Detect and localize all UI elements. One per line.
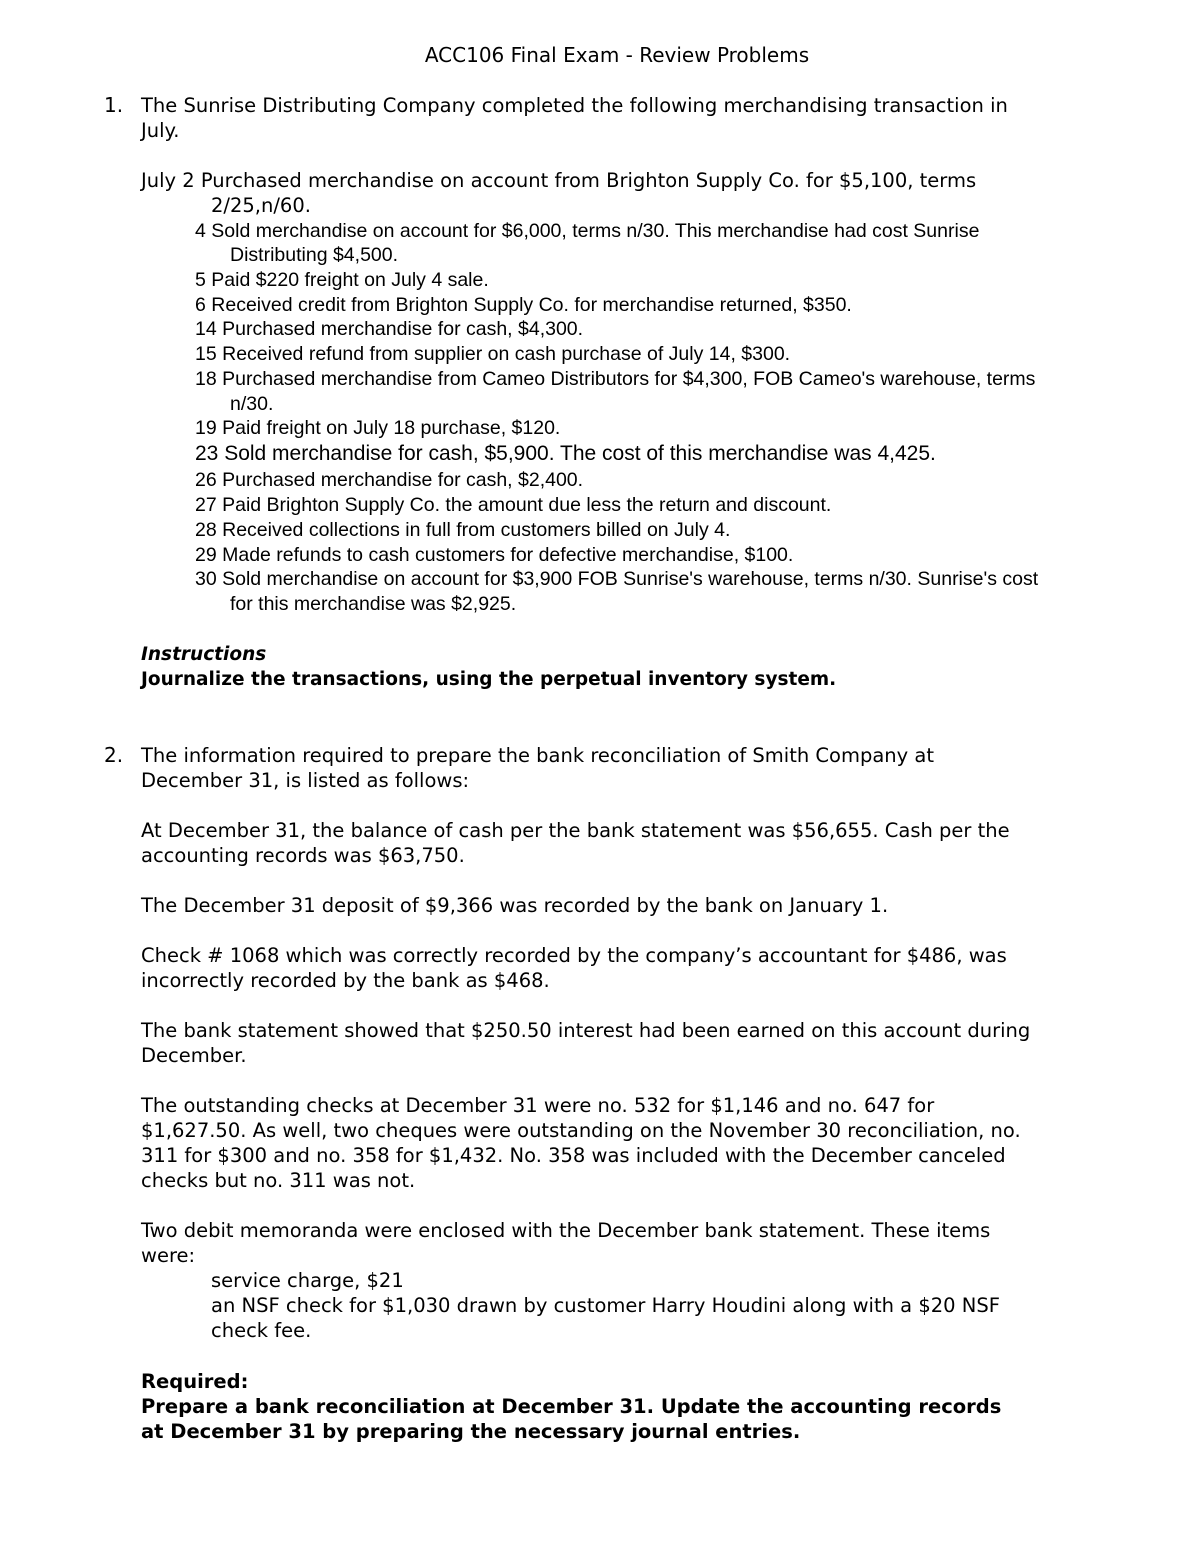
- paragraph-line: $1,627.50. As well, two cheques were outstanding on the November 30 reconciliation, no.: [141, 1119, 1021, 1142]
- problem-1-intro: The Sunrise Distributing Company completed the following merchandising transaction in: [141, 94, 1008, 117]
- transaction-item: 27 Paid Brighton Supply Co. the amount due less the return and discount.: [195, 494, 832, 516]
- problem-2-number: 2.: [104, 743, 124, 767]
- paragraph-line: The December 31 deposit of $9,366 was recorded by the bank on January 1.: [141, 894, 889, 917]
- transaction-item: 30 Sold merchandise on account for $3,900 FOB Sunrise's warehouse, terms n/30. Sunrise's cost: [195, 568, 1039, 590]
- paragraph-line: Two debit memoranda were enclosed with the December bank statement. These items: [141, 1219, 991, 1242]
- transaction-item: 6 Received credit from Brighton Supply Co. for merchandise returned, $350.: [195, 294, 852, 316]
- transaction-july-2-cont: 2/25,n/60.: [211, 194, 311, 217]
- paragraph-line: The information required to prepare the bank reconciliation of Smith Company at: [141, 744, 934, 767]
- transaction-item: 28 Received collections in full from customers billed on July 4.: [195, 519, 731, 541]
- paragraph-line: incorrectly recorded by the bank as $468.: [141, 969, 550, 992]
- problem-1-number: 1.: [104, 93, 124, 117]
- paragraph-line: The bank statement showed that $250.50 interest had been earned on this account during: [141, 1019, 1031, 1042]
- transaction-item-cont: for this merchandise was $2,925.: [230, 593, 517, 615]
- transaction-item: 14 Purchased merchandise for cash, $4,300.: [195, 318, 584, 340]
- memo-item: service charge, $21: [211, 1269, 404, 1292]
- memo-item-cont: check fee.: [211, 1319, 312, 1342]
- required-text-cont: at December 31 by preparing the necessary journal entries.: [141, 1420, 801, 1443]
- paragraph-line: were:: [141, 1244, 196, 1267]
- transaction-item: 18 Purchased merchandise from Cameo Distributors for $4,300, FOB Cameo's warehouse, terms: [195, 368, 1036, 390]
- instructions-text: Journalize the transactions, using the perpetual inventory system.: [141, 669, 837, 690]
- paragraph-line: 311 for $300 and no. 358 for $1,432. No. 358 was included with the December canceled: [141, 1144, 1006, 1167]
- transaction-item: 15 Received refund from supplier on cash purchase of July 14, $300.: [195, 343, 791, 365]
- required-text: Prepare a bank reconciliation at December 31. Update the accounting records: [141, 1395, 1002, 1418]
- transaction-item: 23 Sold merchandise for cash, $5,900. The cost of this merchandise was 4,425.: [195, 442, 936, 465]
- paragraph-line: checks but no. 311 was not.: [141, 1169, 416, 1192]
- paragraph-line: At December 31, the balance of cash per the bank statement was $56,655. Cash per the: [141, 819, 1010, 842]
- paragraph-line: Check # 1068 which was correctly recorded by the company’s accountant for $486, was: [141, 944, 1007, 967]
- memo-item: an NSF check for $1,030 drawn by customer Harry Houdini along with a $20 NSF: [211, 1294, 1000, 1317]
- required-heading: Required:: [141, 1370, 249, 1393]
- transaction-item-cont: Distributing $4,500.: [230, 244, 399, 266]
- transaction-item: 26 Purchased merchandise for cash, $2,400.: [195, 469, 584, 491]
- transaction-item: 29 Made refunds to cash customers for defective merchandise, $100.: [195, 544, 794, 566]
- paragraph-line: December.: [141, 1044, 247, 1067]
- paragraph-line: accounting records was $63,750.: [141, 844, 465, 867]
- page-title: ACC106 Final Exam - Review Problems: [424, 43, 810, 67]
- transaction-item-cont: n/30.: [230, 393, 274, 415]
- paragraph-line: December 31, is listed as follows:: [141, 769, 470, 792]
- paragraph-line: The outstanding checks at December 31 were no. 532 for $1,146 and no. 647 for: [141, 1094, 935, 1117]
- instructions-heading: Instructions: [141, 644, 267, 665]
- transaction-item: 4 Sold merchandise on account for $6,000, terms n/30. This merchandise had cost Sunrise: [195, 220, 980, 242]
- problem-1-intro-cont: July.: [141, 119, 180, 142]
- transaction-july-2: July 2 Purchased merchandise on account from Brighton Supply Co. for $5,100, terms: [141, 169, 977, 192]
- transaction-item: 19 Paid freight on July 18 purchase, $120.: [195, 417, 561, 439]
- transaction-item: 5 Paid $220 freight on July 4 sale.: [195, 269, 489, 291]
